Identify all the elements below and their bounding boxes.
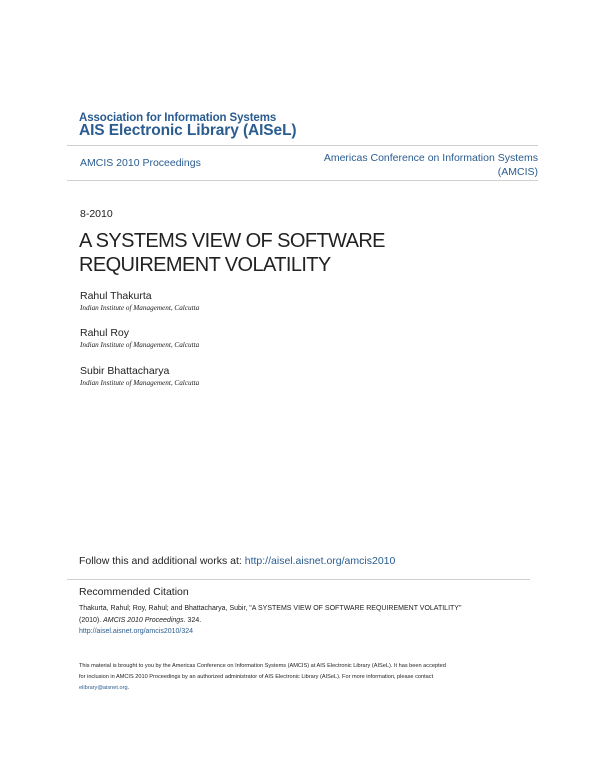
citation-proceedings: AMCIS 2010 Proceedings — [103, 616, 184, 624]
citation-text — [79, 603, 529, 638]
citation-number: . 324. — [183, 616, 202, 624]
author-block — [80, 290, 199, 312]
notice-period: . — [127, 685, 130, 692]
citation-divider — [67, 579, 530, 580]
collection-link[interactable]: http://aisel.aisnet.org/amcis2010 — [244, 555, 396, 567]
notice-line2: for inclusion in AMCIS 2010 Proceedings by an authorized administrator of AIS Electronic Library (AISeL). For more information, please contact — [79, 674, 434, 681]
citation-year: (2010). — [79, 616, 104, 624]
proceedings-link[interactable]: AMCIS 2010 Proceedings — [80, 157, 201, 169]
header-divider-top — [67, 145, 538, 146]
author-affiliation: Indian Institute of Management, Calcutta — [80, 341, 200, 349]
recommended-citation-heading: Recommended Citation — [79, 586, 189, 598]
citation-link[interactable]: http://aisel.aisnet.org/amcis2010/324 — [79, 628, 194, 635]
conference-link-line2: (AMCIS) — [497, 166, 538, 178]
follow-line — [79, 555, 395, 567]
paper-title — [79, 229, 499, 277]
contact-email-link[interactable]: elibrary@aisnet.org — [79, 685, 128, 692]
conference-link[interactable] — [298, 151, 538, 179]
author-name[interactable]: Rahul Thakurta — [80, 290, 152, 302]
library-name[interactable]: AIS Electronic Library (AISeL) — [79, 122, 297, 139]
author-name[interactable]: Subir Bhattacharya — [80, 365, 170, 377]
author-block — [80, 365, 199, 387]
author-name[interactable]: Rahul Roy — [80, 327, 130, 339]
publication-date: 8-2010 — [80, 208, 113, 220]
author-block — [80, 327, 199, 349]
paper-title-line2: REQUIREMENT VOLATILITY — [79, 254, 331, 276]
citation-line1: Thakurta, Rahul; Roy, Rahul; and Bhattacharya, Subir, "A SYSTEMS VIEW OF SOFTWARE REQUIREMENT VOLATILITY" — [79, 605, 462, 612]
copyright-notice — [79, 661, 531, 695]
paper-title-line1: A SYSTEMS VIEW OF SOFTWARE — [79, 230, 385, 252]
notice-line1: This material is brought to you by the Americas Conference on Information Systems (AMCIS) at AIS Electronic Library (AISeL). It has been accepted — [79, 663, 446, 669]
author-affiliation: Indian Institute of Management, Calcutta — [80, 304, 200, 312]
author-affiliation: Indian Institute of Management, Calcutta — [80, 379, 200, 387]
header-divider-bottom — [67, 180, 538, 181]
follow-text: Follow this and additional works at: — [79, 555, 245, 567]
conference-link-line1: Americas Conference on Information Systems — [323, 152, 538, 164]
org-name[interactable]: Association for Information Systems — [79, 112, 277, 124]
